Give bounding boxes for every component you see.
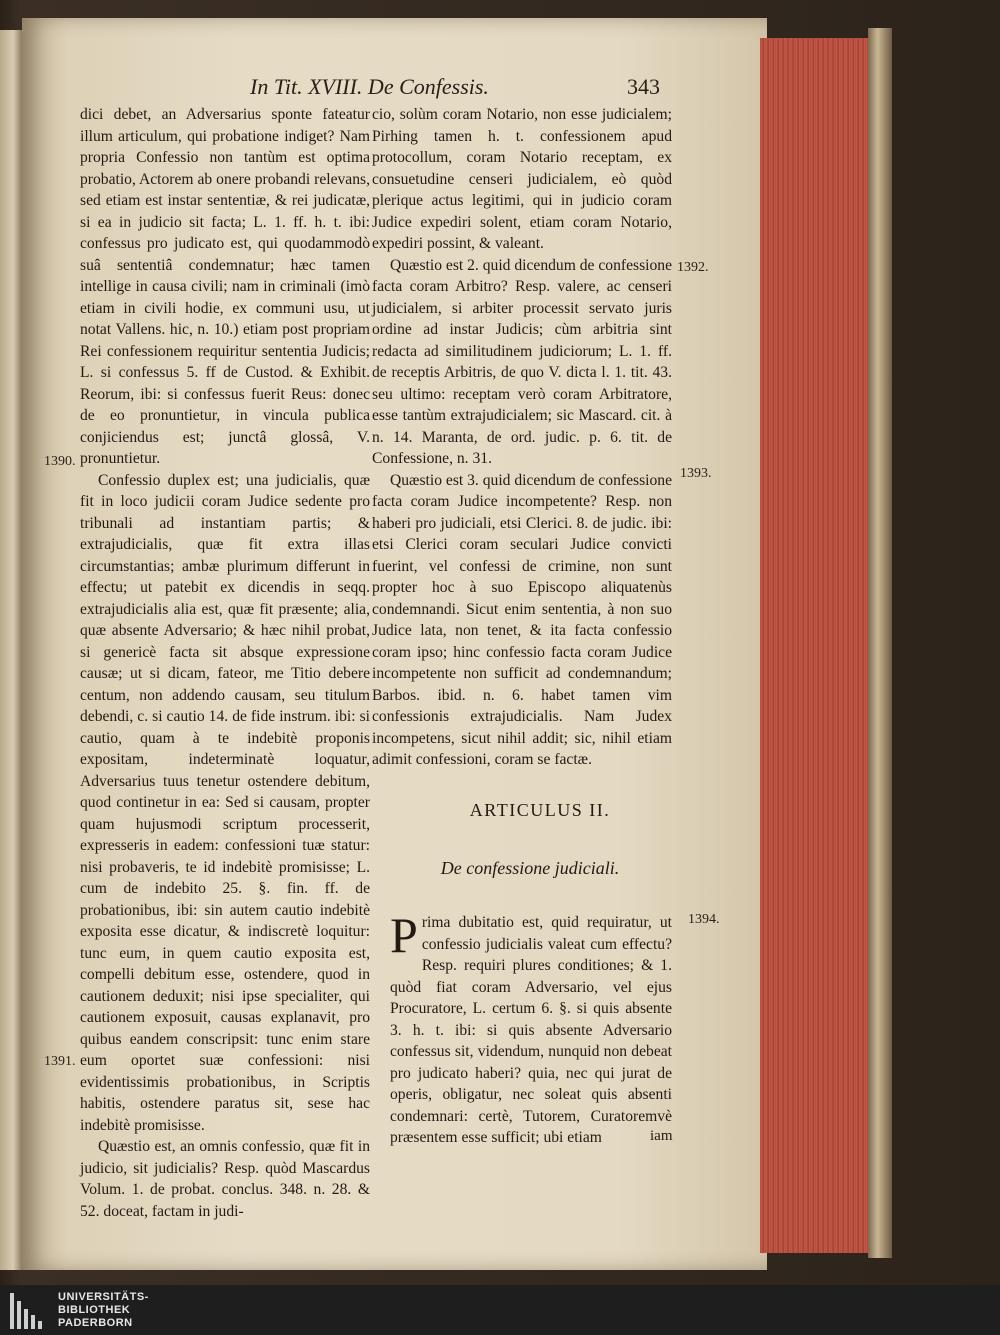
margin-number: 1392.: [677, 260, 709, 275]
margin-number: 1391.: [44, 1054, 76, 1069]
section-title: ARTICULUS II.: [469, 800, 611, 820]
left-page-edge: [0, 30, 22, 1270]
paragraph: Quæstio est 3. quid dicendum de confessione facta coram Judice incompetente? Resp. non haberi pro judiciali, etsi Clerici. 8. de judic. ibi: etsi Clerici coram seculari Judice convicti fuerint, vel confessi de crimine, non sunt propter hoc à suo Episcopo aliquatenùs condemnandi. Sicut enim sententia, à non suo Judice lata, non tenet, & ita facta confessio coram ipso; hinc confessio facta coram Judice incompetente non sufficit ad condemnandum; Barbos. ibid. n. 6. habet tamen vim confessionis extrajudicialis. Nam Judex incompetens, sicut nihil addit; sic, nihil etiam adimit confessioni, coram se factæ.: [372, 471, 672, 768]
running-header: [250, 74, 660, 102]
library-name: [58, 1291, 149, 1330]
dropcap-paragraph: [390, 907, 672, 1149]
drop-cap-initial: P: [390, 907, 418, 963]
paragraph: cio, solùm coram Notario, non esse judicialem; Pirhing tamen h. t. confessionem apud protocollum, coram Notario receptam, ex consuetudine censeri judicialem, eò quòd plerique actus legitimi, qui in judicio coram Judice expediri solent, etiam coram Notario, expediri possint, & valeant.: [372, 106, 672, 252]
margin-number: 1390.: [44, 454, 76, 469]
library-footer: [0, 1285, 1000, 1335]
paragraph-text: rima dubitatio est, quid requiratur, ut confessio judicialis valeat cum effectu? Resp. requiri plures conditiones; & 1. quòd fiat coram Adversario, vel ejus Procuratore, L. certum 6. §. si quis absente 3. h. t. ibi: si quis absente Adversario confessus sit, videndum, nunquid non debeat pro judicato haberi? quia, nec qui jurat de operis, obligatur, nec soleat quis absenti condemnari: certè, Tutorem, Curatoremvè præsentem esse sufficit; ubi etiam: [390, 914, 672, 1146]
library-name-line: BIBLIOTHEK: [58, 1304, 131, 1316]
catchword: iam: [650, 1128, 673, 1144]
red-page-edges: [757, 38, 880, 1253]
paragraph: Quæstio est, an omnis confessio, quæ fit in judicio, sit judicialis? Resp. quòd Mascardus Volum. 1. de probat. conclus. 348. n. 28. & 52. doceat, factam in judi-: [80, 1138, 370, 1220]
margin-number: 1393.: [680, 466, 712, 481]
section-subtitle: De confessione judiciali.: [440, 858, 620, 878]
margin-number: 1394.: [688, 912, 720, 927]
book-cover-edge: [868, 28, 892, 1258]
left-text-column: [80, 104, 370, 1222]
library-name-line: PADERBORN: [58, 1317, 133, 1329]
paragraph: Quæstio est 2. quid dicendum de confessione facta coram Arbitro? Resp. valere, ac censeri judicialem, si arbiter processit servato juris ordine ad instar Judicis; cùm arbitria sint redacta ad similitudinem judiciorum; L. 1. ff. de receptis Arbitris, de quo V. dicta l. 1. tit. 43. seu ultimo: receptam verò coram Arbitratore, esse tantùm extrajudicialem; sic Mascard. cit. à n. 14. Maranta, de ord. judic. p. 6. tit. de Confessione, n. 31.: [372, 256, 672, 467]
paragraph: dici debet, an Adversarius sponte fateatur illum articulum, qui probatione indiget? Nam propria Confessio non tantùm est optima probatio, Actorem ab onere probandi relevans, sed etiam est instar sententiæ, & rei judicatæ, si ea in judicio sit facta; L. 1. ff. h. t. ibi: confessus pro judicato est, qui quodammodò suâ sententiâ condemnatur; hæc tamen intellige in causa civili; nam in criminali (imò etiam in civili hodie, ex communi usu, ut notat Vallens. hic, n. 10.) etiam post propriam Rei confessionem requiritur sententia Judicis; L. si confessus 5. ff de Custod. & Exhibit. Reorum, ibi: si confessus fuerit Reus: donec de eo pronuntietur, in vincula publica conjiciendus est; junctâ glossâ, V. pronuntietur.: [80, 106, 370, 467]
right-text-column: [372, 104, 672, 771]
paragraph: Confessio duplex est; una judicialis, quæ fit in loco judicii coram Judice sedente pro tribunali ad instantiam partis; & extrajudicialis, quæ fit extra illas circumstantias; ambæ plurimum differunt in effectu; ut patebit ex dicendis in seqq. extrajudicialis alia est, quæ fit præsente; alia, quæ absente Adversario; & hæc nihil probat, si genericè facta sit absque expressione causæ; ut si dicam, fateor, me Titio debere centum, non addendo causam, seu titulum debendi, c. si cautio 14. de fide instrum. ibi: si cautio, quam à te indebitè proponis expositam, indeterminatè loquatur, Adversarius tuus tenetur ostendere debitum, quod continetur in ea: Sed si causam, propter quam hujusmodi scriptum processerit, expresseris in eadem: confessioni tuæ statur: nisi probaveris, te id indebitè promisisse; L. cum de indebito 25. §. fin. ff. de probationibus, ibi: sin autem cautio indebitè exposita esse dicatur, & indiscretè loquitur: tunc eum, in quem cautio exposita est, compelli debitum esse, ostendere, quod in cautionem deduxit; nisi ipse specialiter, qui cautionem exposuit, causas explanavit, pro quibus eandem conscripsit: tunc enim stare eum oportet suæ confessioni: nisi evidentissimis probationibus, in Scriptis habitis, ostendere paratus sit, sese hac indebitè promisisse.: [80, 471, 370, 1134]
library-logo-icon: [10, 1293, 46, 1329]
library-name-line: UNIVERSITÄTS-: [58, 1291, 149, 1303]
page-number: 343: [627, 74, 660, 99]
running-title: In Tit. XVIII. De Confessis.: [250, 74, 489, 99]
